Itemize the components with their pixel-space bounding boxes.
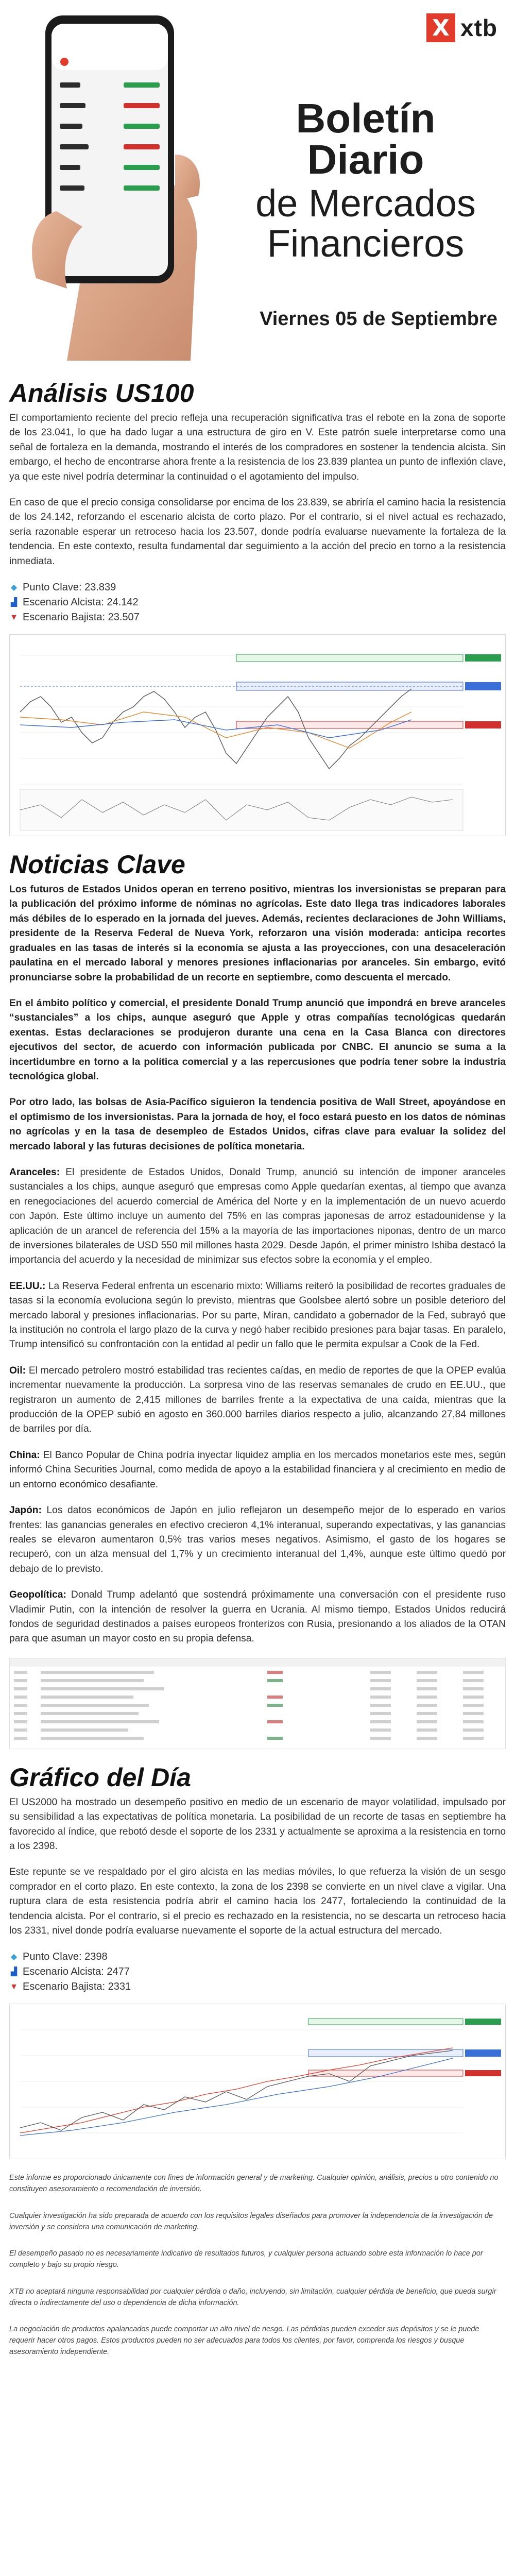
title-line-1: Boletín Diario: [296, 95, 436, 182]
news-item-geopolitica: [9, 1588, 506, 1647]
disclaimer-4: XTB no aceptará ninguna responsabilidad por cualquier pérdida o daño, incluyendo, sin limitación, cualquier pérdida de beneficio, que pueda surgir directa o indirectamente del uso o dependencia de dicha información.: [9, 2287, 496, 2307]
disclaimer-2: Cualquier investigación ha sido preparada de acuerdo con los requisitos legales diseñados para promover la independencia de la investigación de inversión y se considera una comunicación de marketing.: [9, 2211, 493, 2231]
analysis-section: [0, 378, 515, 836]
disclaimer-1: Este informe es proporcionado únicamente con fines de información general y de marketing. Cualquier opinión, análisis, precios u otro contenido no constituyen asesoramiento o recomendación de inversión.: [9, 2174, 499, 2194]
disclaimer-section: [0, 2173, 515, 2358]
news-intro-3: Por otro lado, las bolsas de Asia-Pacífico siguieron la tendencia positiva de Wall Street, apoyándose en el optimismo de los inversionistas. Para la jornada de hoy, el foco estará puesto en los datos de nóminas no agrícolas y en la tasa de desempleo de Estados Unidos, cifras clave para evaluar la solidez del mercado laboral y las futuras decisiones de política monetaria.: [9, 1097, 506, 1152]
triangle-down-icon: ▼: [10, 1982, 18, 1992]
diamond-icon: ◆: [10, 583, 18, 592]
economic-calendar-table: [9, 1658, 506, 1749]
news-item-eeuu: [9, 1279, 506, 1352]
news-text: Los datos económicos de Japón en julio reflejaron un desempeño mejor de lo esperado en varios frentes: las ganancias generales en efectivo crecieron 4,1% interanual, superando expectativas, y las ganancias reales se elevaron aumentaron 0,5% tras varios meses negativos. Asimismo, el gasto de los hogares se recuperó, con un alza mensual del 1,7% y un crecimiento interanual del 1,4%, aunque este último quedó por debajo de lo previsto.: [9, 1505, 506, 1574]
news-item-oil: [9, 1364, 506, 1437]
bull-level-text: Escenario Alcista: 2477: [23, 1966, 130, 1978]
analysis-title: Análisis US100: [9, 379, 194, 408]
bear-level: [9, 1979, 506, 1994]
pivot-level-text: Punto Clave: 23.839: [23, 582, 116, 594]
day-chart-levels: [9, 1950, 506, 1994]
triangle-down-icon: ▼: [10, 613, 18, 622]
day-chart-title: Gráfico del Día: [9, 1762, 191, 1792]
phone-icon: [5, 0, 221, 361]
news-item-china: [9, 1448, 506, 1492]
news-intro-1: Los futuros de Estados Unidos operan en terreno positivo, mientras los inversionistas se preparan para la publicación del próximo informe de nóminas no agrícolas. Este dato llega tras indicadores laborales más débiles de lo esperado en la jornada del jueves. Además, recientes declaraciones de John Williams, presidente de la Reserva Federal de Nueva York, reforzaron una visión moderada: anticipa recortes graduales en las tasas de interés si la economía se ajusta a las proyecciones, con una desaceleración paulatina en el mercado laboral y menores presiones inflacionarias por aranceles. Sin embargo, evitó pronunciarse sobre la probabilidad de un recorte en septiembre, como descuenta el mercado.: [9, 884, 506, 983]
news-text: La Reserva Federal enfrenta un escenario mixto: Williams reiteró la posibilidad de recortes graduales de tasas si la economía evoluciona según lo previsto, mientras que Goolsbee alertó sobre un posible deterioro del mercado laboral y presiones inflacionarias. Por su parte, Miran, candidato a gobernador de la Fed, subrayó que la institución no controla el largo plazo de la curva y negó haber recibido presiones para bajar tasas. En paralelo, Trump intensificó su confrontación con la entidad al pedir un fallo que le permita expulsar a Cook de la Fed.: [9, 1280, 506, 1350]
disclaimer-5: La negociación de productos apalancados puede comportar un alto nivel de riesgo. Las pérdidas pueden exceder sus depósitos y se le puede requerir hacer otros pagos. Estos productos pueden no ser adecuados para todos los clientes, por favor, comprenda los riesgos y busque asesoramiento independiente.: [9, 2325, 479, 2356]
news-item-aranceles: [9, 1165, 506, 1268]
news-text: El Banco Popular de China podría inyectar liquidez amplia en los mercados monetarios este mes, según informó China Securities Journal, como medida de apoyo a la estabilidad financiera y al crecimiento en medio de un entorno económico desafiante.: [9, 1449, 506, 1490]
bull-level: [9, 595, 506, 610]
day-chart-paragraph-2: Este repunte se ve respaldado por el giro alcista en las medias móviles, lo que refuerza la visión de un sesgo comprador en el corto plazo. En este contexto, la zona de los 2398 se convierte en un nivel clave a vigilar. Una ruptura clara de esta resistencia podría abrir el camino hacia los 2477, fortaleciendo la continuidad de la tendencia alcista. Por el contrario, si el precio es rechazado en la resistencia, no se descarta un retroceso hacia los 2331, nivel donde podría evaluarse nuevamente el soporte de la actual estructura del mercado.: [9, 1867, 506, 1936]
news-head: Japón:: [9, 1505, 42, 1516]
logo-text: xtb: [460, 14, 497, 41]
us100-chart: [9, 634, 506, 836]
pivot-level: [9, 1950, 506, 1964]
news-head: Aranceles:: [9, 1166, 60, 1178]
bear-level: [9, 610, 506, 625]
news-text: El mercado petrolero mostró estabilidad tras recientes caídas, en medio de reportes de que la OPEP evalúa incrementar nuevamente la producción. La sorpresa vino de las reservas semanales de crudo en EE.UU., que registraron un aumento de 2,415 millones de barriles frente a la expectativa de una caída, mientras que la producción de la OPEP subió en agosto en 360.000 barriles diarios respecto a julio, alcanzando 27,84 millones de barriles por día.: [9, 1365, 506, 1435]
title-line-2: de Mercados: [255, 182, 476, 225]
hero-title: [232, 95, 500, 265]
pivot-level: [9, 580, 506, 595]
news-head: EE.UU.:: [9, 1280, 46, 1292]
news-title: Noticias Clave: [9, 850, 185, 879]
bulletin-date: Viernes 05 de Septiembre: [260, 308, 497, 330]
title-line-3: Financieros: [267, 222, 465, 265]
news-head: Oil:: [9, 1365, 26, 1376]
analysis-levels: [9, 580, 506, 625]
bull-level-text: Escenario Alcista: 24.142: [23, 597, 139, 608]
hero-banner: [0, 0, 515, 371]
disclaimer-3: El desempeño pasado no es necesariamente indicativo de resultados futuros, y cualquier persona actuando sobre esta información lo hace por completo y bajo su propio riesgo.: [9, 2249, 483, 2269]
news-text: El presidente de Estados Unidos, Donald Trump, anunció su intención de imponer aranceles sustanciales a los chips, aunque aseguró que empresas como Apple quedarían exentas, al tiempo que avanza en renegociaciones del acuerdo comercial de América del Norte y en la implementación de un nuevo acuerdo con Japón. Este último incluye un aumento del 75% en las compras japonesas de arroz estadounidense y la aplicación de un arancel de referencia del 15% a la mayoría de las importaciones niponas, dentro de un marco de inversiones bilaterales de USD 550 mil millones hasta 2029. Desde Japón, el primer ministro Ishiba destacó la importancia del acuerdo y la necesidad de minimizar sus efectos sobre la economía y el empleo.: [9, 1166, 506, 1266]
news-text: Donald Trump adelantó que sostendrá próximamente una conversación con el presidente ruso Vladimir Putin, con la intención de resolver la guerra en Ucrania. Al mismo tiempo, Estados Unidos reducirá fondos de seguridad destinados a países europeos fronterizos con Rusia, presionando a los aliados de la OTAN para que asuman un mayor costo en su propia defensa.: [9, 1589, 506, 1645]
bull-chart-icon: ▟: [10, 1968, 18, 1977]
xtb-logo-icon: X: [426, 13, 455, 42]
day-chart-section: [0, 1762, 515, 2160]
pivot-level-text: Punto Clave: 2398: [23, 1951, 108, 1963]
news-head: China:: [9, 1449, 40, 1461]
bear-level-text: Escenario Bajista: 2331: [23, 1981, 131, 1993]
us100-chart-svg: [10, 635, 505, 836]
news-section: [0, 850, 515, 1749]
bear-level-text: Escenario Bajista: 23.507: [23, 612, 140, 623]
news-head: Geopolítica:: [9, 1589, 66, 1601]
news-intro-2: En el ámbito político y comercial, el presidente Donald Trump anunció que impondrá en breve aranceles “sustanciales” a los chips, aunque aseguró que Apple y otras compañías tecnológicas quedarán exentas. Estas declaraciones se produjeron durante una cena en la Casa Blanca con directores ejecutivos del sector, de acuerdo con información publicada por CNBC. El anuncio se suma a la incertidumbre en torno a la política comercial y a las repercusiones que podría tener sobre la industria tecnológica global.: [9, 997, 506, 1082]
analysis-paragraph-2: En caso de que el precio consiga consolidarse por encima de los 23.839, se abriría el camino hacia la resistencia de los 24.142, reforzando el escenario alcista de corto plazo. Por el contrario, si el nivel actual es rechazado, sería razonable esperar un retroceso hacia los 23.507, donde podría evaluarse nuevamente la fortaleza de la tendencia. En este contexto, resulta fundamental dar seguimiento a la acción del precio en torno a la resistencia inmediata.: [9, 497, 506, 567]
us2000-chart-svg: [10, 2004, 505, 2159]
economic-calendar-image: [10, 1658, 505, 1746]
us2000-chart: [9, 2004, 506, 2159]
diamond-icon: ◆: [10, 1953, 18, 1962]
news-item-japon: [9, 1503, 506, 1577]
day-chart-paragraph-1: El US2000 ha mostrado un desempeño positivo en medio de un escenario de mayor volatilidad, impulsado por su sensibilidad a las expectativas de política monetaria. La posibilidad de un recorte de tasas en septiembre ha favorecido al índice, que rebotó desde el soporte de los 2331 y actualmente se aproxima a la resistencia en torno a los 2398.: [9, 1797, 506, 1852]
bull-level: [9, 1964, 506, 1979]
analysis-paragraph-1: El comportamiento reciente del precio refleja una recuperación significativa tras el rebote en la zona de soporte de los 23.041, lo que ha dado lugar a una estructura de giro en V. Este patrón suele interpretarse como una señal de fortaleza en la demanda, mostrando el interés de los compradores en sostener la tendencia alcista. Sin embargo, el hecho de encontrarse ahora frente a la resistencia de los 23.839 plantea un punto de inflexión clave, ya que este nivel podría determinar la continuidad o el agotamiento del impulso.: [9, 413, 506, 482]
bull-chart-icon: ▟: [10, 598, 18, 607]
xtb-logo[interactable]: [426, 13, 497, 42]
